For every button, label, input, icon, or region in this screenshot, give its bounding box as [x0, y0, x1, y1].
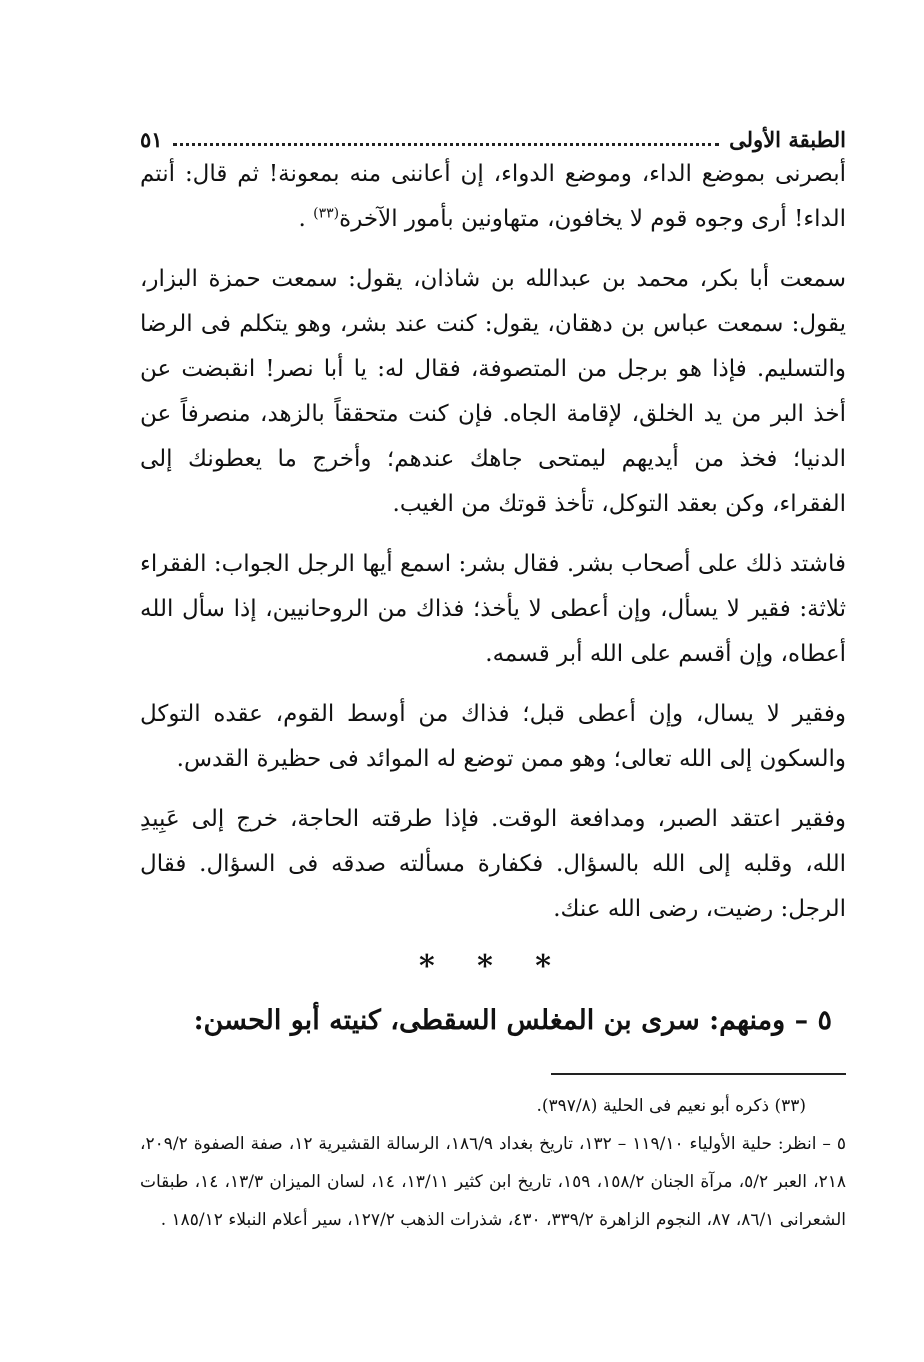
page-number: ٥١ [140, 127, 163, 152]
book-page [140, 112, 846, 1302]
running-head [140, 112, 846, 152]
section-heading: ٥ – ومنهم: سرى بن المغلس السقطى، كنيته أبو الحسن: [193, 1005, 832, 1036]
main-text [140, 152, 846, 932]
section-separator: * * * [419, 949, 567, 984]
paragraph-1-text: أبصرنى بموضع الداء، وموضع الدواء، إن أعاننى منه بمعونة! ثم قال: أنتم الداء! أرى وجوه قوم لا يخافون، متهاونين بأمور الآخرة [140, 161, 846, 232]
footnote-rule [551, 1073, 846, 1075]
leader-dots [173, 143, 720, 146]
footnote-5: ٥ – انظر: حلية الأولياء ١١٩/١٠ – ١٣٢، تاريخ بغداد ١٨٦/٩، الرسالة القشيرية ١٢، صفة الصفوة ٢٠٩/٢، ٢١٨، العبر ٥/٢، مرآة الجنان ١٥٨/٢، ١٥٩، تاريخ ابن كثير ١٣/١١، ١٤، لسان الميزان ١٣/٣، ١٤، طبقات الشعرانى ٨٦/١، ٨٧، النجوم الزاهرة ٣٣٩/٢، ٤٣٠، شذرات الذهب ١٢٧/٢، سير أعلام النبلاء ١٨٥/١٢ . [140, 1134, 847, 1230]
paragraph-4: وفقير لا يسال، وإن أعطى قبل؛ فذاك من أوسط القوم، عقده التوكل والسكون إلى الله تعالى؛ وهو ممن توضع له الموائد فى حظيرة القدس. [140, 701, 846, 772]
chapter-title: الطبقة الأولى [729, 127, 846, 152]
paragraph-5: وفقير اعتقد الصبر، ومدافعة الوقت. فإذا طرقته الحاجة، خرج إلى عَبِيدِ الله، وقلبه إلى الله بالسؤال. فكفارة مسألته صدقه فى السؤال. فقال الرجل: رضيت، رضى الله عنك. [140, 806, 846, 922]
footnotes [140, 1087, 846, 1239]
paragraph-1: أبصرنى بموضع الداء، وموضع الدواء، إن أعاننى منه بمعونة! ثم قال: أنتم الداء! أرى وجوه قوم لا يخافون، متهاونين بأمور الآخرة$^{(٣٣)}$ . [140, 161, 846, 232]
footnote-ref-33: (٣٣) [313, 205, 340, 222]
paragraph-3: فاشتد ذلك على أصحاب بشر. فقال بشر: اسمع أيها الرجل الجواب: الفقراء ثلاثة: فقير لا يسأل، وإن أعطى لا يأخذ؛ فذاك من الروحانيين، إذا سأل الله أعطاه، وإن أقسم على الله أبر قسمه. [140, 551, 846, 667]
footnote-33: (٣٣) ذكره أبو نعيم فى الحلية (٣٩٧/٨). [536, 1096, 806, 1116]
paragraph-2: سمعت أبا بكر، محمد بن عبدالله بن شاذان، يقول: سمعت حمزة البزار، يقول: سمعت عباس بن دهقان، يقول: كنت عند بشر، وهو يتكلم فى الرضا والتسليم. فإذا هو برجل من المتصوفة، فقال له: يا أبا نصر! انقبضت عن أخذ البر من يد الخلق، لإقامة الجاه. فإن كنت متحققاً بالزهد، منصرفاً عن الدنيا؛ فخذ من أيديهم ليمتحى جاهك عندهم؛ وأخرج ما يعطونك إلى الفقراء، وكن بعقد التوكل، تأخذ قوتك من الغيب. [140, 266, 846, 517]
